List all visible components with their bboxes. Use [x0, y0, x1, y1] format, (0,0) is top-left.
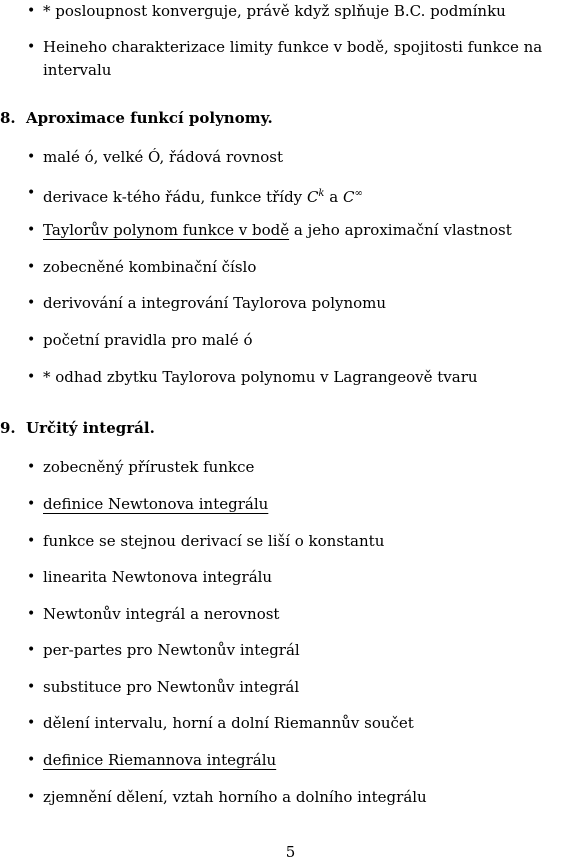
bullet-icon: • [27, 222, 36, 238]
section-title: Aproximace funkcí polynomy. [26, 109, 273, 127]
list-item [43, 749, 276, 772]
bullet-icon: • [27, 295, 36, 311]
bullet-icon: • [27, 569, 36, 585]
list-item [43, 182, 363, 209]
list-item: substituce pro Newtonův integrál [43, 678, 300, 696]
math-superscript: ∞ [354, 188, 363, 199]
list-item: Newtonův integrál a nerovnost [43, 605, 280, 623]
list-item: derivování a integrování Taylorova polynomu [43, 294, 387, 312]
bullet-icon: • [27, 642, 36, 658]
underlined-term: definice Newtonova integrálu [43, 495, 269, 513]
section-number: 8. [0, 109, 16, 127]
bullet-icon: • [27, 789, 36, 805]
bullet-icon: • [27, 369, 36, 385]
bullet-icon: • [27, 496, 36, 512]
list-item: zobecněné kombinační číslo [43, 258, 257, 276]
bullet-icon: • [27, 459, 36, 475]
list-item: * odhad zbytku Taylorova polynomu v Lagrangeově tvaru [43, 368, 478, 386]
list-item: dělení intervalu, horní a dolní Riemannův součet [43, 714, 414, 732]
math-superscript: k [318, 188, 325, 199]
bullet-icon: • [27, 39, 36, 55]
underlined-term: Taylorův polynom funkce v bodě [43, 221, 290, 239]
page-number: 5 [285, 843, 296, 861]
section-heading-9 [0, 417, 155, 440]
list-item-text: derivace k-tého řádu, funkce třídy [43, 188, 307, 206]
math-symbol: C [306, 188, 319, 206]
section-heading-8 [0, 107, 273, 130]
bullet-icon: • [27, 606, 36, 622]
list-item: linearita Newtonova integrálu [43, 568, 273, 586]
list-item-text: a jeho aproximační vlastnost [289, 221, 512, 239]
list-item [43, 493, 268, 516]
bullet-icon: • [27, 332, 36, 348]
bullet-icon: • [27, 679, 36, 695]
bullet-icon: • [27, 259, 36, 275]
math-symbol: C [342, 188, 355, 206]
bullet-icon: • [27, 3, 36, 19]
list-item [43, 219, 512, 242]
bullet-icon: • [27, 715, 36, 731]
list-item-text: a [324, 188, 343, 206]
section-title: Určitý integrál. [26, 419, 155, 437]
list-item: zobecněný přírustek funkce [43, 458, 255, 476]
bullet-icon: • [27, 752, 36, 768]
bullet-icon: • [27, 533, 36, 549]
list-item: per-partes pro Newtonův integrál [43, 641, 300, 659]
bullet-icon: • [27, 149, 36, 165]
list-item: Heineho charakterizace limity funkce v bodě, spojitosti funkce na intervalu [43, 38, 543, 79]
list-item: malé ó, velké Ó, řádová rovnost [43, 148, 284, 166]
list-item: zjemnění dělení, vztah horního a dolního integrálu [43, 788, 427, 806]
bullet-icon: • [27, 185, 36, 201]
list-item: * posloupnost konverguje, právě když splňuje B.C. podmínku [43, 2, 506, 20]
underlined-term: definice Riemannova integrálu [43, 751, 277, 769]
list-item: funkce se stejnou derivací se liší o konstantu [43, 532, 385, 550]
list-item: početní pravidla pro malé ó [43, 331, 253, 349]
section-number: 9. [0, 419, 16, 437]
